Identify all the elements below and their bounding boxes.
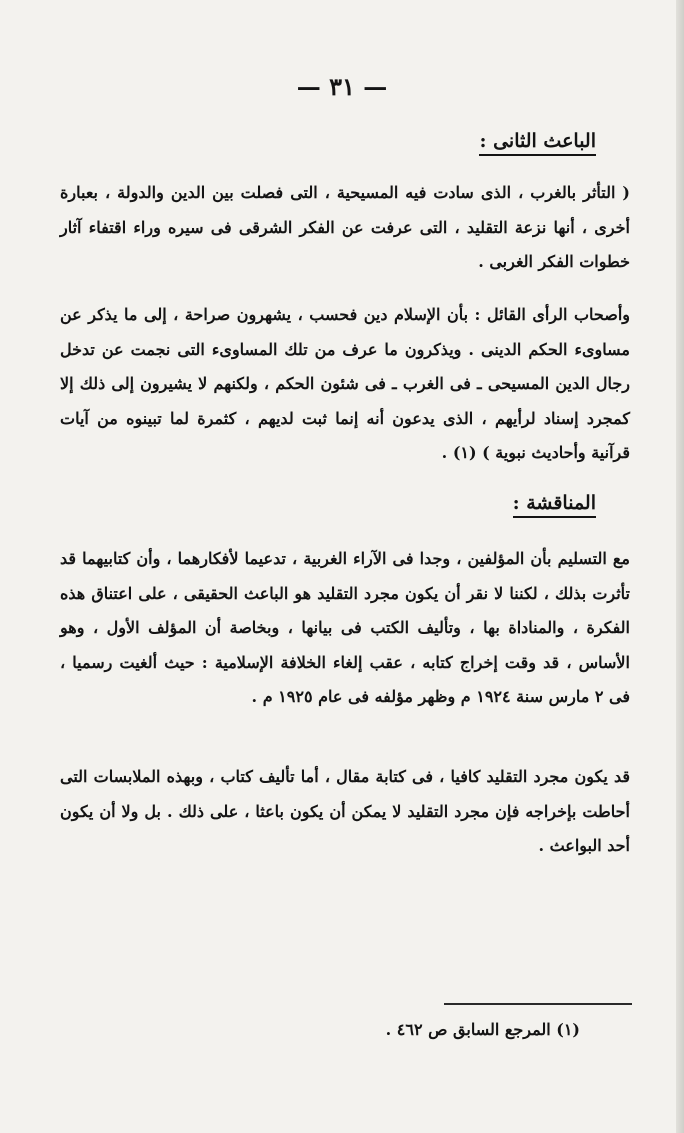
heading-underline (479, 154, 596, 156)
section-heading-discussion (513, 492, 596, 518)
heading-underline (513, 516, 596, 518)
page-number: — ٣١ — (296, 72, 388, 101)
paragraph-quote-body: وأصحاب الرأى القائل : بأن الإسلام دين فحسب ، يشهرون صراحة ، إلى ما يذكر عن مساوىء الحكم الدينى . ويذكرون ما عرف من تلك المساوىء التى نجمت عن تدخل رجال الدين المسيحى ـ فى الغرب ـ فى شئون الحكم ، ولكنهم لا يشيرون إلى ذلك إلا كمجرد إسناد لرأيهم ، الذى يدعون أنه إنما ثبت لديهم ، كثمرة لما تبينوه من آيات قرآنية وأحاديث نبوية ) (١) . (60, 305, 630, 462)
paragraph-quote-intro: ( التأثر بالغرب ، الذى سادت فيه المسيحية ، التى فصلت بين الدين والدولة ، بعبارة أخرى ، أنها نزعة التقليد ، التى عرفت عن الفكر الشرقى فى سيره وراء اقتفاء آثار خطوات الفكر الغربى . (60, 183, 630, 271)
footnote-divider (444, 1003, 632, 1005)
scan-edge-shadow (676, 0, 684, 1133)
heading-text: الباعث الثانى : (479, 130, 596, 152)
footnote: (١) المرجع السابق ص ٤٦٢ . (385, 1020, 580, 1039)
heading-text: المناقشة : (512, 492, 596, 514)
paragraph-discussion-conclusion: قد يكون مجرد التقليد كافيا ، فى كتابة مقال ، أما تأليف كتاب ، وبهذه الملابسات التى أحاطت بإخراجه فإن مجرد التقليد لا يمكن أن يكون باعثا ، على ذلك . بل ولا أن يكون أحد البواعث . (60, 767, 630, 855)
section-heading-second-motive (479, 130, 596, 156)
paragraph-discussion-main: مع التسليم بأن المؤلفين ، وجدا فى الآراء الغربية ، تدعيما لأفكارهما ، وأن كتابيهما قد تأثرت بذلك ، لكننا لا نقر أن يكون مجرد التقليد هو الباعث الحقيقى ، على اعتناق هذه الفكرة ، والمناداة بها ، وتأليف الكتب فى بيانها ، وبخاصة أن المؤلف الأول ، وهو الأساس ، قد وقت إخراج كتابه ، عقب إلغاء الخلافة الإسلامية : حيث ألغيت رسميا ، فى ٢ مارس سنة ١٩٢٤ م وظهر مؤلفه فى عام ١٩٢٥ م . (60, 549, 630, 706)
